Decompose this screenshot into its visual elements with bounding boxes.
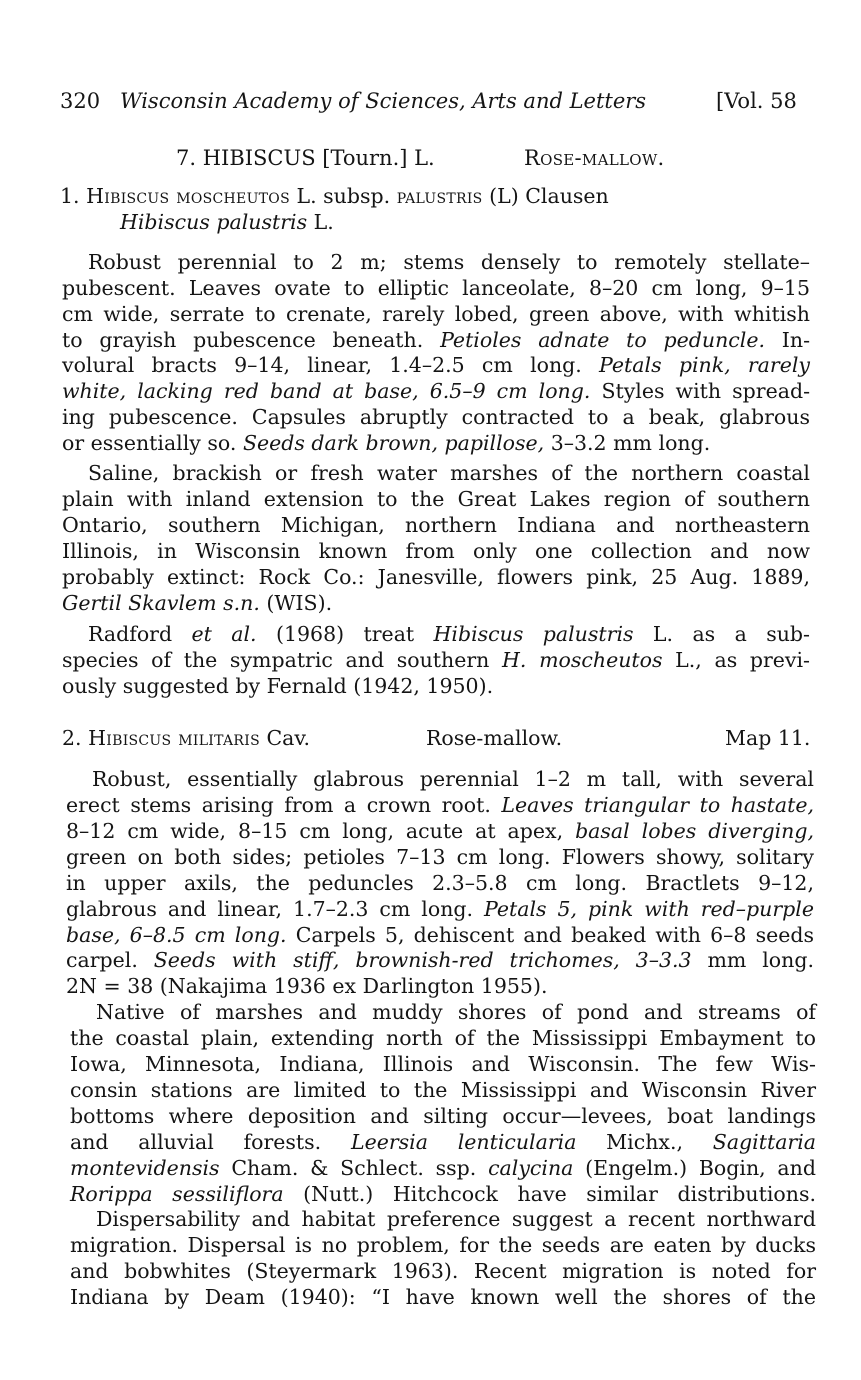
volume-label: [Vol. 58	[716, 89, 797, 113]
text-line: cm wide, serrate to crenate, rarely lobed, green above, with whitish	[62, 302, 810, 326]
text-line: Illinois, in Wisconsin known from only one collection and now	[62, 539, 810, 563]
text-line: Dispersability and habitat preference suggest a recent northward	[96, 1207, 816, 1231]
text-line: and bobwhites (Steyermark 1963). Recent migration is noted for	[70, 1259, 816, 1283]
text-line: Robust, essentially glabrous perennial 1–2 m tall, with several	[92, 767, 814, 791]
genus-heading: 7. HIBISCUS [Tourn.] L.	[176, 146, 435, 170]
text-line: green on both sides; petioles 7–13 cm long. Flowers showy, solitary	[66, 845, 814, 869]
species-name: Hibiscus moscheutos	[86, 184, 290, 208]
text-line: migration. Dispersal is no problem, for the seeds are eaten by ducks	[70, 1233, 816, 1257]
text-line: white, lacking red band at base, 6.5–9 cm long. Styles with spread-	[62, 379, 810, 403]
text-line: and alluvial forests. Leersia lenticularia Michx., Sagittaria	[70, 1130, 817, 1154]
text-line: pubescent. Leaves ovate to elliptic lanceolate, 8–20 cm long, 9–15	[62, 276, 810, 300]
journal-title: Wisconsin Academy of Sciences, Arts and Letters	[120, 89, 647, 113]
page-number: 320	[60, 89, 101, 113]
subspecies-name: palustris	[396, 184, 483, 208]
text-line: Robust perennial to 2 m; stems densely to remotely stellate–	[88, 250, 810, 274]
genus-common-name: Rose-mallow.	[524, 146, 665, 170]
text-line: probably extinct: Rock Co.: Janesville, flowers pink, 25 Aug. 1889,	[62, 565, 810, 589]
text-line: Rorippa sessiliflora (Nutt.) Hitchcock have similar distributions.	[70, 1182, 817, 1206]
text-line: Radford et al. (1968) treat Hibiscus palustris L. as a sub-	[88, 622, 810, 646]
text-line: carpel. Seeds with stiff, brownish-red trichomes, 3–3.3 mm long.	[66, 948, 814, 972]
text-line: to grayish pubescence beneath. Petioles adnate to peduncle. In-	[62, 328, 811, 352]
text-line: Saline, brackish or fresh water marshes of the northern coastal	[88, 461, 810, 485]
text-line: ing pubescence. Capsules abruptly contracted to a beak, glabrous	[62, 405, 810, 429]
text-line: species of the sympatric and southern H. moscheutos L., as previ-	[62, 648, 810, 672]
species-2-heading	[62, 725, 310, 751]
species-1-synonym	[120, 209, 334, 235]
text-line: in upper axils, the peduncles 2.3–5.8 cm long. Bractlets 9–12,	[66, 871, 814, 895]
species-number: 1.	[60, 184, 80, 208]
species-1-heading	[60, 183, 760, 209]
species-author: L. subsp.	[296, 184, 391, 208]
species-number: 2.	[62, 726, 82, 750]
text-line: plain with inland extension to the Great Lakes region of southern	[62, 487, 810, 511]
subspecies-author: (L) Clausen	[489, 184, 609, 208]
text-line: Ontario, southern Michigan, northern Indiana and northeastern	[62, 513, 810, 537]
synonym-author: L.	[313, 210, 334, 234]
text-line: montevidensis Cham. & Schlect. ssp. calycina (Engelm.) Bogin, and	[70, 1156, 816, 1180]
text-line: bottoms where deposition and silting occur—levees, boat landings	[70, 1104, 816, 1128]
synonym-name: Hibiscus palustris	[120, 210, 308, 234]
text-line: or essentially so. Seeds dark brown, papillose, 3–3.2 mm long.	[62, 431, 711, 455]
text-line: 2N = 38 (Nakajima 1936 ex Darlington 1955).	[66, 974, 548, 998]
text-line: Iowa, Minnesota, Indiana, Illinois and Wisconsin. The few Wis-	[70, 1052, 816, 1076]
species-name: Hibiscus militaris	[88, 726, 260, 750]
text-line: Native of marshes and muddy shores of pond and streams of	[96, 1000, 816, 1024]
text-line: glabrous and linear, 1.7–2.3 cm long. Petals 5, pink with red–purple	[66, 897, 814, 921]
text-line: volural bracts 9–14, linear, 1.4–2.5 cm long. Petals pink, rarely	[62, 353, 810, 377]
map-reference: Map 11.	[725, 726, 811, 750]
text-line: Indiana by Deam (1940): “I have known well the shores of the	[70, 1285, 816, 1309]
text-line: the coastal plain, extending north of the Mississippi Embayment to	[70, 1026, 816, 1050]
species-2-common-name: Rose-mallow.	[426, 726, 563, 750]
text-line: ously suggested by Fernald (1942, 1950).	[62, 674, 494, 698]
text-line: base, 6–8.5 cm long. Carpels 5, dehiscent and beaked with 6–8 seeds	[66, 923, 814, 947]
text-line: consin stations are limited to the Mississippi and Wisconsin River	[70, 1078, 816, 1102]
text-line: 8–12 cm wide, 8–15 cm long, acute at apex, basal lobes diverging,	[66, 819, 814, 843]
text-line: erect stems arising from a crown root. Leaves triangular to hastate,	[66, 793, 814, 817]
text-line: Gertil Skavlem s.n. (WIS).	[62, 591, 333, 615]
species-author: Cav.	[266, 726, 311, 750]
